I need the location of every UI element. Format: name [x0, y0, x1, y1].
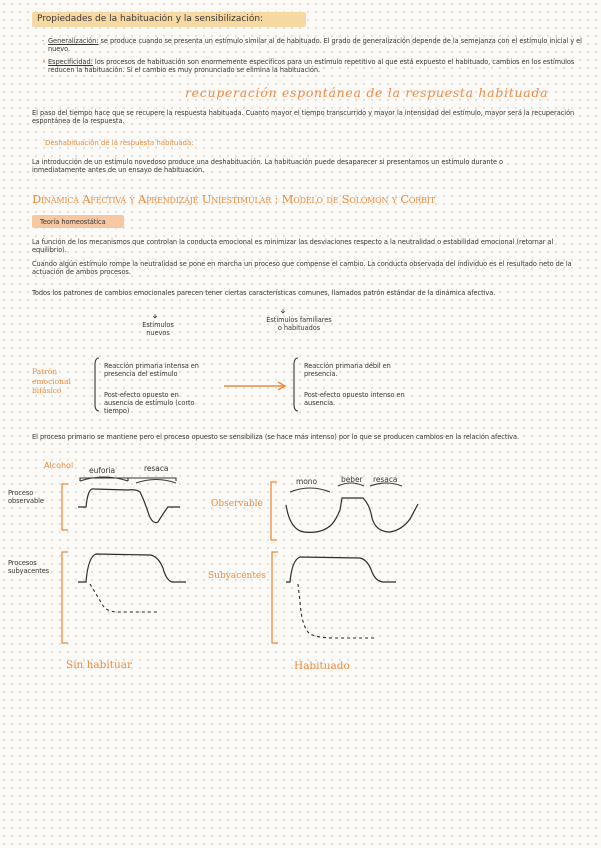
- bullet-specificity: • Especificidad: los procesos de habituación son enormemente específicos para un estímulo repetitivo al que está expuesto el habituado, cambios en los estímulos reducen la habituación. Si el cambio es muy pronunciado se elimina la habituación.: [42, 58, 575, 75]
- bullet-generalization-text: se produce cuando se presenta un estímulo similar al de habituado. El grado de generalización depende de la semejanza con el estímulo inicial y el nuevo.: [48, 37, 582, 54]
- arrow-transition: [224, 382, 285, 390]
- brace-hangover: [136, 480, 176, 484]
- label-underlying-right: Subyacentes: [208, 571, 266, 581]
- subtitle-homeostatic: Teoría homeostática: [40, 218, 106, 226]
- curve-opponent-left: [90, 584, 158, 612]
- label-hangover-left: resaca: [144, 464, 169, 473]
- right-primary-reaction: Reacción primaria débil en presencia.: [304, 362, 391, 379]
- label-withdrawal: mono: [296, 477, 318, 486]
- label-familiar-stimuli: Estímulos familiares o habituados: [266, 316, 332, 333]
- right-after-effect: Post-efecto opuesto intenso en ausencia.: [304, 391, 405, 408]
- section-title-recovery: recuperación espontánea de la respuesta habituada: [185, 85, 549, 100]
- dishabituation-text: La introducción de un estímulo novedoso produce una deshabituación. La habituación puede desaparecer si presentamos un estímulo durante o inmediatamente antes de un ensayo de habituación.: [32, 158, 504, 175]
- label-drink: beber: [341, 475, 363, 484]
- bullet-specificity-label: Especificidad:: [48, 58, 93, 66]
- left-after-effect: Post-efecto opuesto en ausencia de estímulo (corto tiempo): [104, 391, 195, 416]
- arrow-new-stimuli: [153, 314, 157, 318]
- curve-primary-left: [78, 554, 186, 582]
- label-biphasic-pattern: Patrón emocional bifásico: [32, 367, 71, 395]
- curve-opponent-right: [298, 584, 374, 638]
- recovery-text: El paso del tiempo hace que se recupere la respuesta habituada. Cuanto mayor el tiempo transcurrido y mayor la intensidad del estímulo, mayor será la recuperación espontánea de la respuesta.: [32, 109, 575, 126]
- bracket-underlying-right: [272, 552, 278, 643]
- paragraph-pattern: Todos los patrones de cambios emocionales parecen tener ciertas características comunes, llamados patrón estándar de la dinámica afectiva.: [32, 289, 496, 297]
- curve-observable-left: [78, 489, 180, 523]
- bullet-generalization: · Generalización: se produce cuando se presenta un estímulo similar al de habituado. El grado de generalización depende de la semejanza con el estímulo inicial y el nuevo.: [42, 37, 582, 54]
- paragraph-function: La función de los mecanismos que controlan la conducta emocional es minimizar las desviaciones respecto a la neutralidad o estabilidad emocional (retornar al equilibrio).: [32, 238, 554, 255]
- arrow-familiar-stimuli: [281, 309, 285, 313]
- label-euphoria: euforia: [89, 466, 116, 475]
- label-hangover-right: resaca: [373, 475, 398, 484]
- bullet-generalization-label: Generalización:: [48, 37, 99, 45]
- curve-observable-right: [286, 498, 418, 532]
- label-alcohol: Alcohol: [44, 461, 74, 470]
- bracket-underlying-left: [62, 552, 68, 643]
- bullet-specificity-text: los procesos de habituación son enormemente específicos para un estímulo repetitivo al que está expuesto el habituado, cambios en los estímulos reducen la habituación. Si el cambio es muy pronunciado se elimina la habituación.: [48, 58, 575, 75]
- caption-habituated: Habituado: [294, 660, 350, 672]
- label-underlying-processes: Procesos subyacentes: [8, 559, 50, 576]
- label-observable-process: Proceso observable: [8, 489, 44, 506]
- braces-right: [290, 483, 402, 492]
- paragraph-primary-process: El proceso primario se mantiene pero el proceso opuesto se sensibiliza (se hace más intenso) por lo que se producen cambios en la relación afectiva.: [32, 433, 520, 441]
- bracket-left: [95, 358, 99, 411]
- label-new-stimuli: Estímulos nuevos: [142, 321, 174, 338]
- bracket-observable-left: [62, 484, 68, 530]
- section-title-dishabituation: Deshabituación de la respuesta habituada:: [45, 139, 194, 147]
- section-title-solomon-corbit: Dinámica Afectiva y Aprendizaje Uniestimular : Modelo de Solomon y Corbit: [32, 192, 435, 206]
- curve-primary-right: [286, 557, 396, 582]
- bracket-right: [294, 358, 298, 411]
- bracket-observable-right: [271, 482, 277, 540]
- left-primary-reaction: Reacción primaria intensa en presencia del estímulo: [104, 362, 199, 379]
- label-observable-right: Observable: [211, 499, 263, 509]
- section-title-properties: Propiedades de la habituación y la sensibilización:: [37, 14, 264, 24]
- caption-unhabituated: Sin habituar: [66, 659, 133, 671]
- paragraph-compensation: Cuando algún estímulo rompe la neutralidad se pone en marcha un proceso que compense el cambio. La conducta observada del individuo es el resultado neto de la actuación de ambos procesos.: [32, 260, 572, 277]
